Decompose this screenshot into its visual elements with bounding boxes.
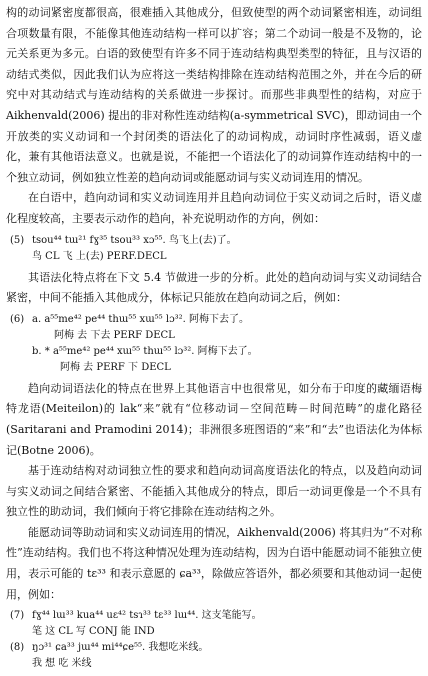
- example-number: (8): [10, 642, 25, 654]
- paragraph-2: 在白语中，趋向动词和实义动词连用并且趋向动词位于实义动词之后时，语义虚化程度较高，主要表示动作的趋向，补充说明动作的方向，例如：: [6, 191, 422, 225]
- example-gloss: 阿梅 去 下去 PERF DECL: [54, 329, 175, 341]
- paragraph-6: 能愿动词等助动词和实义动词连用的情况，Aikhenvald(2006) 将其归为“不对称性”连动结构。我们也不将这种情况处理为连动结构，因为白语中能愿动词不能独立使用，表示可能的 tɛ³³ 和表示意愿的 ɕa³³，除做应答语外，都必须要和其他动词一起使用，例如：: [6, 525, 422, 601]
- example-number: (5): [10, 234, 25, 246]
- paragraph-5: 基于连动结构对动词独立性的要求和趋向动词高度语法化的特点，以及趋向动词与实义动词之间结合紧密、不能插入其他成分的特点，即后一动词更像是一个不具有独立性的助动词，我们倾向于将它排除在连动结构之外。: [6, 464, 422, 519]
- example-line: b. * a⁵⁵me⁴² pe⁴⁴ xɯ⁵⁵ thɯ⁵⁵ lɔ³². 阿梅下去了。: [32, 345, 258, 357]
- document-page: [6, 3, 422, 672]
- example-7: [6, 608, 422, 640]
- example-5: [6, 233, 422, 265]
- example-gloss: 鸟 CL 飞 上(去) PERF.DECL: [32, 250, 167, 262]
- example-line: ŋɔ³¹ ɕa³³ jɯ⁴⁴ mi⁴⁴ɕe⁵⁵. 我想吃米线。: [32, 642, 209, 654]
- example-line: a. a⁵⁵me⁴² pe⁴⁴ thɯ⁵⁵ xɯ⁵⁵ lɔ³². 阿梅下去了。: [32, 313, 250, 325]
- example-line: tsou⁴⁴ tɯ²¹ fɣ³⁵ tsou³³ xɔ⁵⁵. 鸟飞上(去)了。: [32, 234, 237, 246]
- paragraph-4: 趋向动词语法化的特点在世界上其他语言中也很常见，如分布于印度的藏缅语梅特龙语(Meiteilon)的 lak“来”就有“位移动词－空间范畴－时间范畴”的虚化路径(Saritarani and Pramodini 2014)；非洲很多班图语的“来”和“去”也语法化为体标记(Botne 2006)。: [6, 381, 422, 457]
- example-number: (7): [10, 610, 25, 622]
- example-line: fɣ⁴⁴ lɯ³³ kua⁴⁴ uɛ⁴² tsɿ³³ tɛ³³ lɯ⁴⁴. 这支笔能写。: [32, 610, 262, 622]
- example-gloss: 阿梅 去 PERF 下 DECL: [60, 361, 171, 373]
- example-8: [6, 640, 422, 672]
- example-6: [6, 312, 422, 376]
- example-gloss: 笔 这 CL 写 CONJ 能 IND: [32, 626, 155, 638]
- example-gloss: 我 想 吃 米线: [32, 658, 92, 670]
- paragraph-1: 构的动词紧密度都很高，很难插入其他成分，但致使型的两个动词紧密相连，动词组合项数量有限，不能像其他连动结构一样可以扩容；第二个动词一般是不及物的，论元关系更为多元。白语的致使型有许多不同于连动结构典型类型的特征，且与汉语的动结式类似，因此我们认为应将这一类结构排除在连动结构范围之外，并在今后的研究中对其动结式与连动结构的关系做进一步探讨。而那些非典型性的结构，对应于 Aikhenvald(2006) 提出的非对称性连动结构(a-symmetrical SVC)，即动词由一个开放类的实义动词和一个封闭类的语法化了的动词构成，动词时序性减弱，语义虚化，兼有其他语法意义。也就是说，不能把一个语法化了的动词算作连动结构中的一个独立动词，例如独立性差的趋向动词或能愿动词与实义动词连用的情况。: [6, 6, 422, 184]
- example-number: (6): [10, 313, 25, 325]
- paragraph-3: 其语法化特点将在下文 5.4 节做进一步的分析。此处的趋向动词与实义动词结合紧密，中间不能插入其他成分，体标记只能放在趋向动词之后，例如：: [6, 270, 422, 305]
